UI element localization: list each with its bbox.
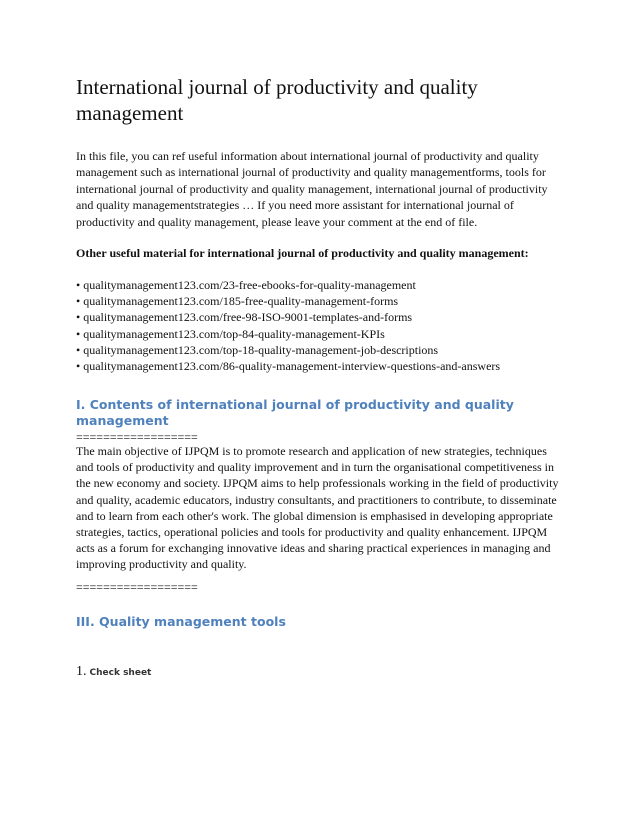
resource-link[interactable]: • qualitymanagement123.com/top-18-quality-management-job-descriptions bbox=[76, 342, 439, 357]
tool-item-check-sheet bbox=[76, 663, 151, 682]
section-contents-body: The main objective of IJPQM is to promote research and application of new strategies, techniques and tools of productivity and quality improvement and in turn the organisational competitiveness in the new economy and society. IJPQM aims to help professionals working in the field of productivity and quality, academic educators, industry consultants, and practitioners to contribute, to disseminate and to learn from each other's work. The global dimension is emphasised in developing appropriate strategies, tactics, operational policies and tools for productivity and quality enhancement. IJPQM acts as a forum for exchanging innovative ideas and sharing practical experiences in managing and improving productivity and quality. bbox=[76, 444, 559, 572]
section-tools-heading: III. Quality management tools bbox=[76, 614, 286, 629]
separator-top: ================== bbox=[76, 430, 198, 444]
resource-link-list bbox=[76, 277, 566, 374]
resource-link[interactable]: • qualitymanagement123.com/185-free-quality-management-forms bbox=[76, 294, 399, 309]
resource-link[interactable]: • qualitymanagement123.com/top-84-quality-management-KPIs bbox=[76, 326, 385, 341]
section-contents-heading: I. Contents of international journal of productivity and quality management bbox=[76, 397, 514, 428]
tool-item-number: 1. bbox=[76, 664, 87, 679]
resource-link[interactable]: • qualitymanagement123.com/86-quality-management-interview-questions-and-answers bbox=[76, 359, 501, 374]
tool-item-label: Check sheet bbox=[89, 668, 152, 678]
intro-paragraph: In this file, you can ref useful information about international journal of productivity and quality management such as international journal of productivity and quality managementforms, tools for international journal of productivity and quality management, international journal of productivity and quality managementstrategies … If you need more assistant for international journal of productivity and quality management, please leave your comment at the end of file. bbox=[76, 149, 548, 229]
resource-link[interactable]: • qualitymanagement123.com/free-98-ISO-9001-templates-and-forms bbox=[76, 310, 413, 325]
separator-bottom: ================== bbox=[76, 580, 198, 594]
document-title: International journal of productivity and quality management bbox=[76, 75, 478, 125]
other-material-heading: Other useful material for international journal of productivity and quality management: bbox=[76, 246, 529, 260]
resource-link[interactable]: • qualitymanagement123.com/23-free-ebooks-for-quality-management bbox=[76, 278, 416, 292]
